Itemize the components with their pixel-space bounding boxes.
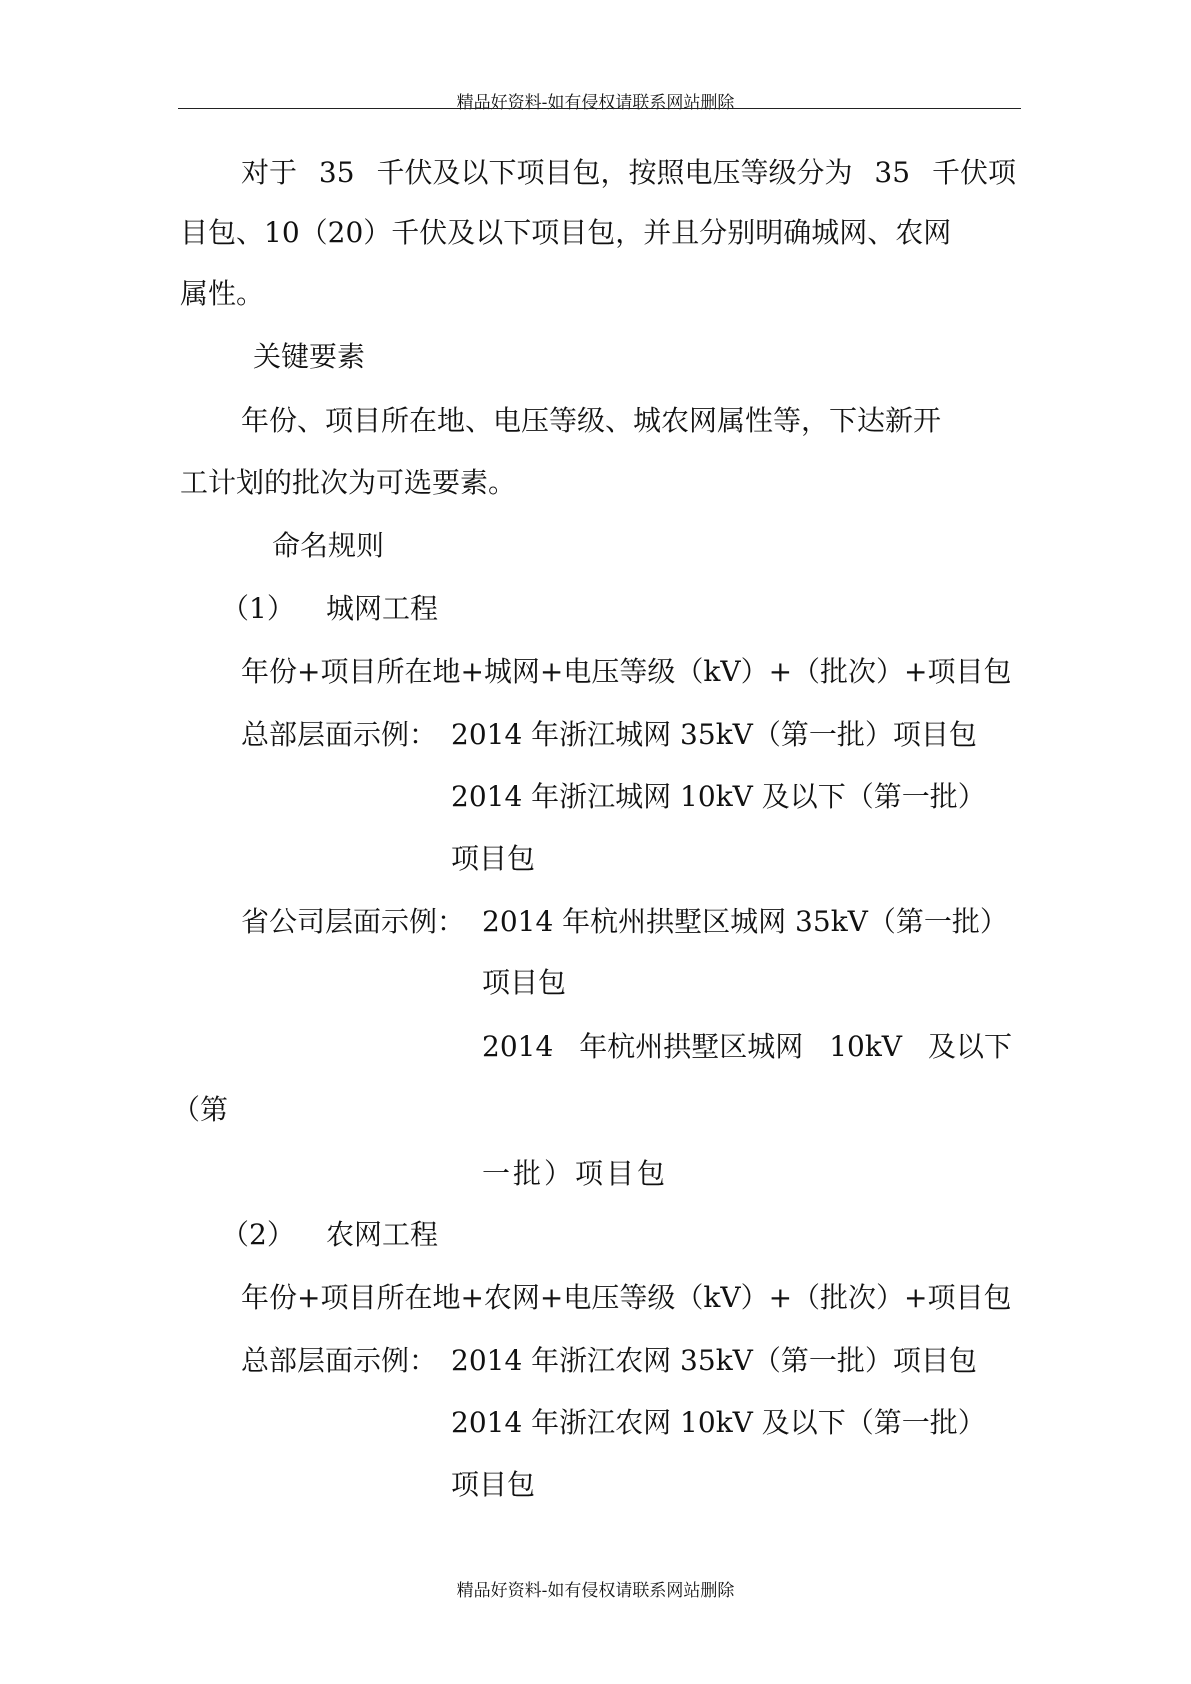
section-1-province-example-2-wrap: （第 <box>172 1093 229 1126</box>
section-1-formula: 年份+项目所在地+城网+电压等级（kV）+（批次）+项目包 <box>241 655 1012 688</box>
intro-line-2: 目包、10（20）千伏及以下项目包，并且分别明确城网、农网 <box>180 216 952 249</box>
section-2-hq-example-1: 2014 年浙江农网 35kV（第一批）项目包 <box>451 1344 977 1377</box>
intro-line-1-part-d: 35 <box>874 156 911 189</box>
province-example-2-scope: 及以下 <box>927 1030 1012 1063</box>
intro-line-3: 属性。 <box>180 277 265 310</box>
intro-line-1-part-a: 对于 <box>241 156 298 189</box>
section-2-hq-example-2-continued: 项目包 <box>451 1468 536 1501</box>
key-elements-line-2: 工计划的批次为可选要素。 <box>180 466 517 499</box>
key-elements-heading: 关键要素 <box>253 340 366 373</box>
naming-rules-heading: 命名规则 <box>272 529 385 562</box>
section-1-hq-label: 总部层面示例： <box>241 718 438 751</box>
section-1-province-label: 省公司层面示例： <box>241 905 466 938</box>
section-1-province-example-2-continued: 一批）项目包 <box>482 1157 669 1190</box>
province-example-2-place: 年杭州拱墅区城网 <box>579 1030 804 1063</box>
section-1-hq-example-1: 2014 年浙江城网 35kV（第一批）项目包 <box>451 718 977 751</box>
section-1-number: （1） <box>221 592 295 625</box>
key-elements-line-1: 年份、项目所在地、电压等级、城农网属性等，下达新开 <box>241 404 942 437</box>
intro-line-1-part-b: 35 <box>318 156 355 189</box>
section-2-formula: 年份+项目所在地+农网+电压等级（kV）+（批次）+项目包 <box>241 1281 1012 1314</box>
header-rule <box>178 108 1021 109</box>
section-1-province-example-1: 2014 年杭州拱墅区城网 35kV（第一批） <box>482 905 1008 938</box>
page-footer-watermark: 精品好资料-如有侵权请联系网站删除 <box>456 1581 735 1601</box>
section-2-hq-label: 总部层面示例： <box>241 1344 438 1377</box>
intro-line-1-part-e: 千伏项 <box>931 156 1016 189</box>
province-example-2-year: 2014 <box>482 1030 554 1063</box>
section-1-title: 城网工程 <box>326 592 439 625</box>
section-2-number: （2） <box>221 1218 295 1251</box>
intro-line-1 <box>241 153 1016 193</box>
page-header-watermark: 精品好资料-如有侵权请联系网站删除 <box>456 93 735 113</box>
section-1-hq-example-2: 2014 年浙江城网 10kV 及以下（第一批） <box>451 780 986 813</box>
province-example-2-voltage: 10kV <box>829 1030 903 1063</box>
section-2-title: 农网工程 <box>326 1218 439 1251</box>
section-2-hq-example-2: 2014 年浙江农网 10kV 及以下（第一批） <box>451 1406 986 1439</box>
section-1-province-example-2 <box>482 1027 1012 1067</box>
section-1-province-example-1-continued: 项目包 <box>482 966 567 999</box>
intro-line-1-part-c: 千伏及以下项目包，按照电压等级分为 <box>376 156 853 189</box>
section-1-hq-example-2-continued: 项目包 <box>451 842 536 875</box>
